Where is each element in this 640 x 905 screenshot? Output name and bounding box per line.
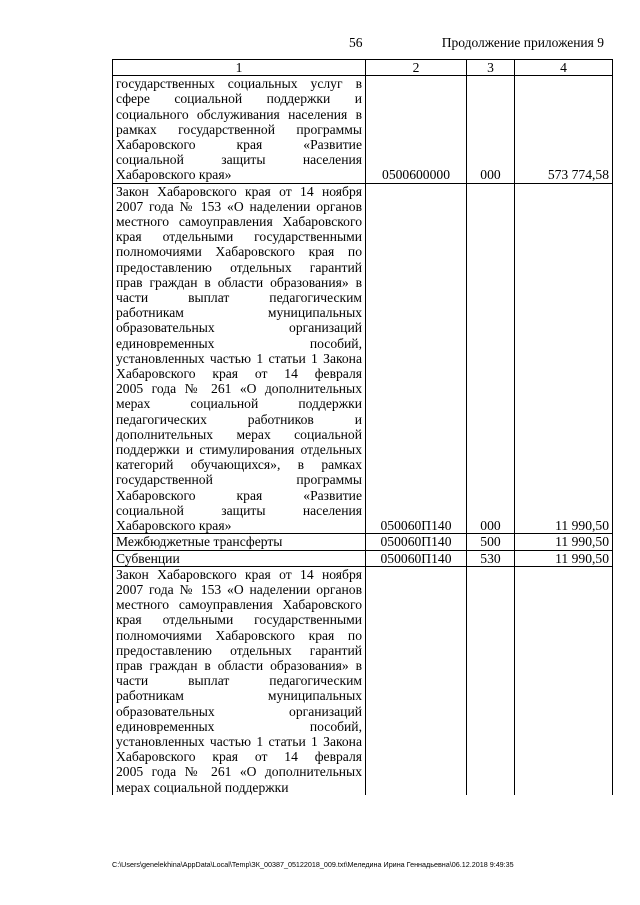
column-number: 3 xyxy=(467,60,515,76)
item-name-line: работникам муниципальных xyxy=(116,305,362,321)
item-name-line: единовременных пособий, xyxy=(116,335,362,351)
amount-cell: 11 990,50 xyxy=(515,534,613,550)
item-name-cell xyxy=(113,566,366,795)
page-number: 56 xyxy=(349,35,363,50)
item-name-line: предоставлению отдельных гарантий xyxy=(116,259,362,275)
item-name-line: единовременных пособий, xyxy=(116,718,362,734)
item-name-line: прав граждан в области образования» в xyxy=(116,657,362,673)
amount-cell: 11 990,50 xyxy=(515,550,613,566)
table-row xyxy=(113,566,613,795)
item-name-line: рамках государственной программы xyxy=(116,121,362,137)
item-name-line: Хабаровского края» xyxy=(116,518,232,534)
amount-cell: 573 774,58 xyxy=(515,76,613,183)
table-row xyxy=(113,76,613,183)
item-name-cell xyxy=(113,550,366,566)
item-name-line: части выплат педагогическим xyxy=(116,290,362,306)
table-row xyxy=(113,534,613,550)
table-row xyxy=(113,183,613,534)
budget-table xyxy=(112,59,613,795)
target-code-cell: 050060П140 xyxy=(366,550,467,566)
column-number: 1 xyxy=(113,60,366,76)
target-code-cell xyxy=(366,566,467,795)
item-name-line: Закон Хабаровского края от 14 ноября xyxy=(116,183,362,199)
target-code-cell: 050060П140 xyxy=(366,534,467,550)
table-body xyxy=(113,60,613,795)
column-number: 2 xyxy=(366,60,467,76)
item-name-line: полномочиями Хабаровского края по xyxy=(116,627,362,643)
item-name-line: местного самоуправления Хабаровского xyxy=(116,597,362,613)
item-name-line: Хабаровского края от 14 февраля xyxy=(116,366,362,382)
item-name-line: мерах социальной поддержки xyxy=(116,779,289,795)
item-name-line: педагогических работников и xyxy=(116,411,362,427)
item-name-line: мерах социальной поддержки xyxy=(116,396,362,412)
column-number-row xyxy=(113,60,613,76)
amount-cell xyxy=(515,566,613,795)
expense-type-cell: 000 xyxy=(467,183,515,534)
item-name-line: 2005 года № 261 «О дополнительных xyxy=(116,381,362,397)
item-name-line: края отдельными государственными xyxy=(116,229,362,245)
expense-type-cell xyxy=(467,566,515,795)
expense-type-cell: 530 xyxy=(467,550,515,566)
target-code-cell: 050060П140 xyxy=(366,183,467,534)
item-name-cell xyxy=(113,76,366,183)
item-name-line: Хабаровского края «Развитие xyxy=(116,137,362,153)
item-name-line: 2005 года № 261 «О дополнительных xyxy=(116,764,362,780)
item-name-line: Хабаровского края» xyxy=(116,167,232,183)
table-row xyxy=(113,550,613,566)
item-name-line: категорий обучающихся», в рамках xyxy=(116,457,362,473)
item-name-line: Субвенции xyxy=(116,550,180,566)
item-name-line: Хабаровского края от 14 февраля xyxy=(116,749,362,765)
item-name-line: государственной программы xyxy=(116,472,362,488)
continuation-label: Продолжение приложения 9 xyxy=(441,35,604,50)
item-name-line: прав граждан в области образования» в xyxy=(116,274,362,290)
item-name-line: Межбюджетные трансферты xyxy=(116,534,283,550)
item-name-line: социальной защиты населения xyxy=(116,502,362,518)
item-name-line: образовательных организаций xyxy=(116,320,362,336)
item-name-line: Закон Хабаровского края от 14 ноября xyxy=(116,566,362,582)
item-name-line: 2007 года № 153 «О наделении органов xyxy=(116,198,362,214)
item-name-line: поддержки и стимулирования отдельных xyxy=(116,442,362,458)
item-name-line: дополнительных мерах социальной xyxy=(116,426,362,442)
expense-type-cell: 000 xyxy=(467,76,515,183)
item-name-line: предоставлению отдельных гарантий xyxy=(116,642,362,658)
item-name-line: местного самоуправления Хабаровского xyxy=(116,214,362,230)
item-name-line: социальной защиты населения xyxy=(116,152,362,168)
item-name-cell xyxy=(113,534,366,550)
item-name-line: социального обслуживания населения в xyxy=(116,106,362,122)
expense-type-cell: 500 xyxy=(467,534,515,550)
target-code-cell: 0500600000 xyxy=(366,76,467,183)
item-name-line: сфере социальной поддержки и xyxy=(116,91,362,107)
item-name-cell xyxy=(113,183,366,534)
item-name-line: 2007 года № 153 «О наделении органов xyxy=(116,581,362,597)
item-name-line: образовательных организаций xyxy=(116,703,362,719)
item-name-line: полномочиями Хабаровского края по xyxy=(116,244,362,260)
item-name-line: края отдельными государственными xyxy=(116,612,362,628)
item-name-line: работникам муниципальных xyxy=(116,688,362,704)
item-name-line: установленных частью 1 статьи 1 Закона xyxy=(116,733,362,749)
file-path-footer: C:\Users\genelekhina\AppData\Local\Temp\ЗК_00387_05122018_009.txt\Меледина Ирина Геннадьевна\06.12.2018 9:49:35 xyxy=(112,860,514,869)
item-name-line: части выплат педагогическим xyxy=(116,673,362,689)
item-name-line: государственных социальных услуг в xyxy=(116,76,362,92)
column-number: 4 xyxy=(515,60,613,76)
amount-cell: 11 990,50 xyxy=(515,183,613,534)
item-name-line: установленных частью 1 статьи 1 Закона xyxy=(116,350,362,366)
item-name-line: Хабаровского края «Развитие xyxy=(116,487,362,503)
